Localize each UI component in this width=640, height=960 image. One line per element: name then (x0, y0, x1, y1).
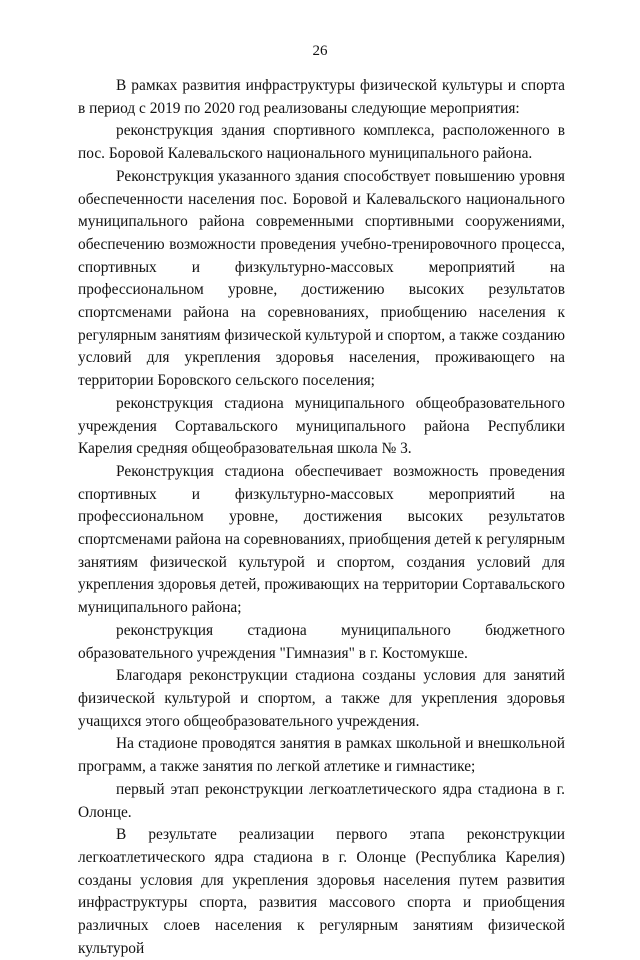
page-number: 26 (312, 43, 328, 59)
paragraph: В результате реализации первого этапа реконструкции легкоатлетического ядра стадиона в г. Олонце (Республика Карелия) созданы условия для укрепления здоровья населения путем развития инфраструктуры спорта, развития массового спорта и приобщения различных слоев населения к регулярным занятиям физической культурой (78, 826, 565, 957)
document-body (78, 75, 565, 960)
paragraph: Реконструкция указанного здания способствует повышению уровня обеспеченности населения пос. Боровой и Калевальского национального муниципального района современными спортивными сооружениями, обеспечению возможности проведения учебно-тренировочного процесса, спортивных и физкультурно-массовых мероприятий на профессиональном уровне, достижению высоких результатов спортсменами района на соревнованиях, приобщению населения к регулярным занятиям физической культурой и спортом, а также созданию условий для укрепления здоровья населения, проживающего на территории Боровского сельского поселения; (78, 167, 565, 390)
paragraph: первый этап реконструкции легкоатлетического ядра стадиона в г. Олонце. (78, 780, 565, 821)
paragraph: На стадионе проводятся занятия в рамках школьной и внешкольной программ, а также занятия по легкой атлетике и гимнастике; (78, 735, 565, 776)
paragraph: Реконструкция стадиона обеспечивает возможность проведения спортивных и физкультурно-массовых мероприятий на профессиональном уровне, достижения высоких результатов спортсменами района на соревнованиях, приобщения детей к регулярным занятиям физической культурой и спортом, создания условий для укрепления здоровья детей, проживающих на территории Сортавальского муниципального района; (78, 462, 565, 617)
paragraph: В рамках развития инфраструктуры физической культуры и спорта в период с 2019 по 2020 год реализованы следующие мероприятия: (78, 77, 565, 117)
paragraph: Благодаря реконструкции стадиона созданы условия для занятий физической культурой и спортом, а также для укрепления здоровья учащихся этого общеобразовательного учреждения. (78, 667, 565, 730)
paragraph: реконструкция стадиона муниципального бюджетного образовательного учреждения "Гимназия" в г. Костомукше. (78, 621, 565, 662)
paragraph: реконструкция здания спортивного комплекса, расположенного в пос. Боровой Калевальского национального муниципального района. (78, 122, 565, 163)
paragraph: реконструкция стадиона муниципального общеобразовательного учреждения Сортавальского муниципального района Республики Карелия средняя общеобразовательная школа № 3. (78, 394, 565, 458)
